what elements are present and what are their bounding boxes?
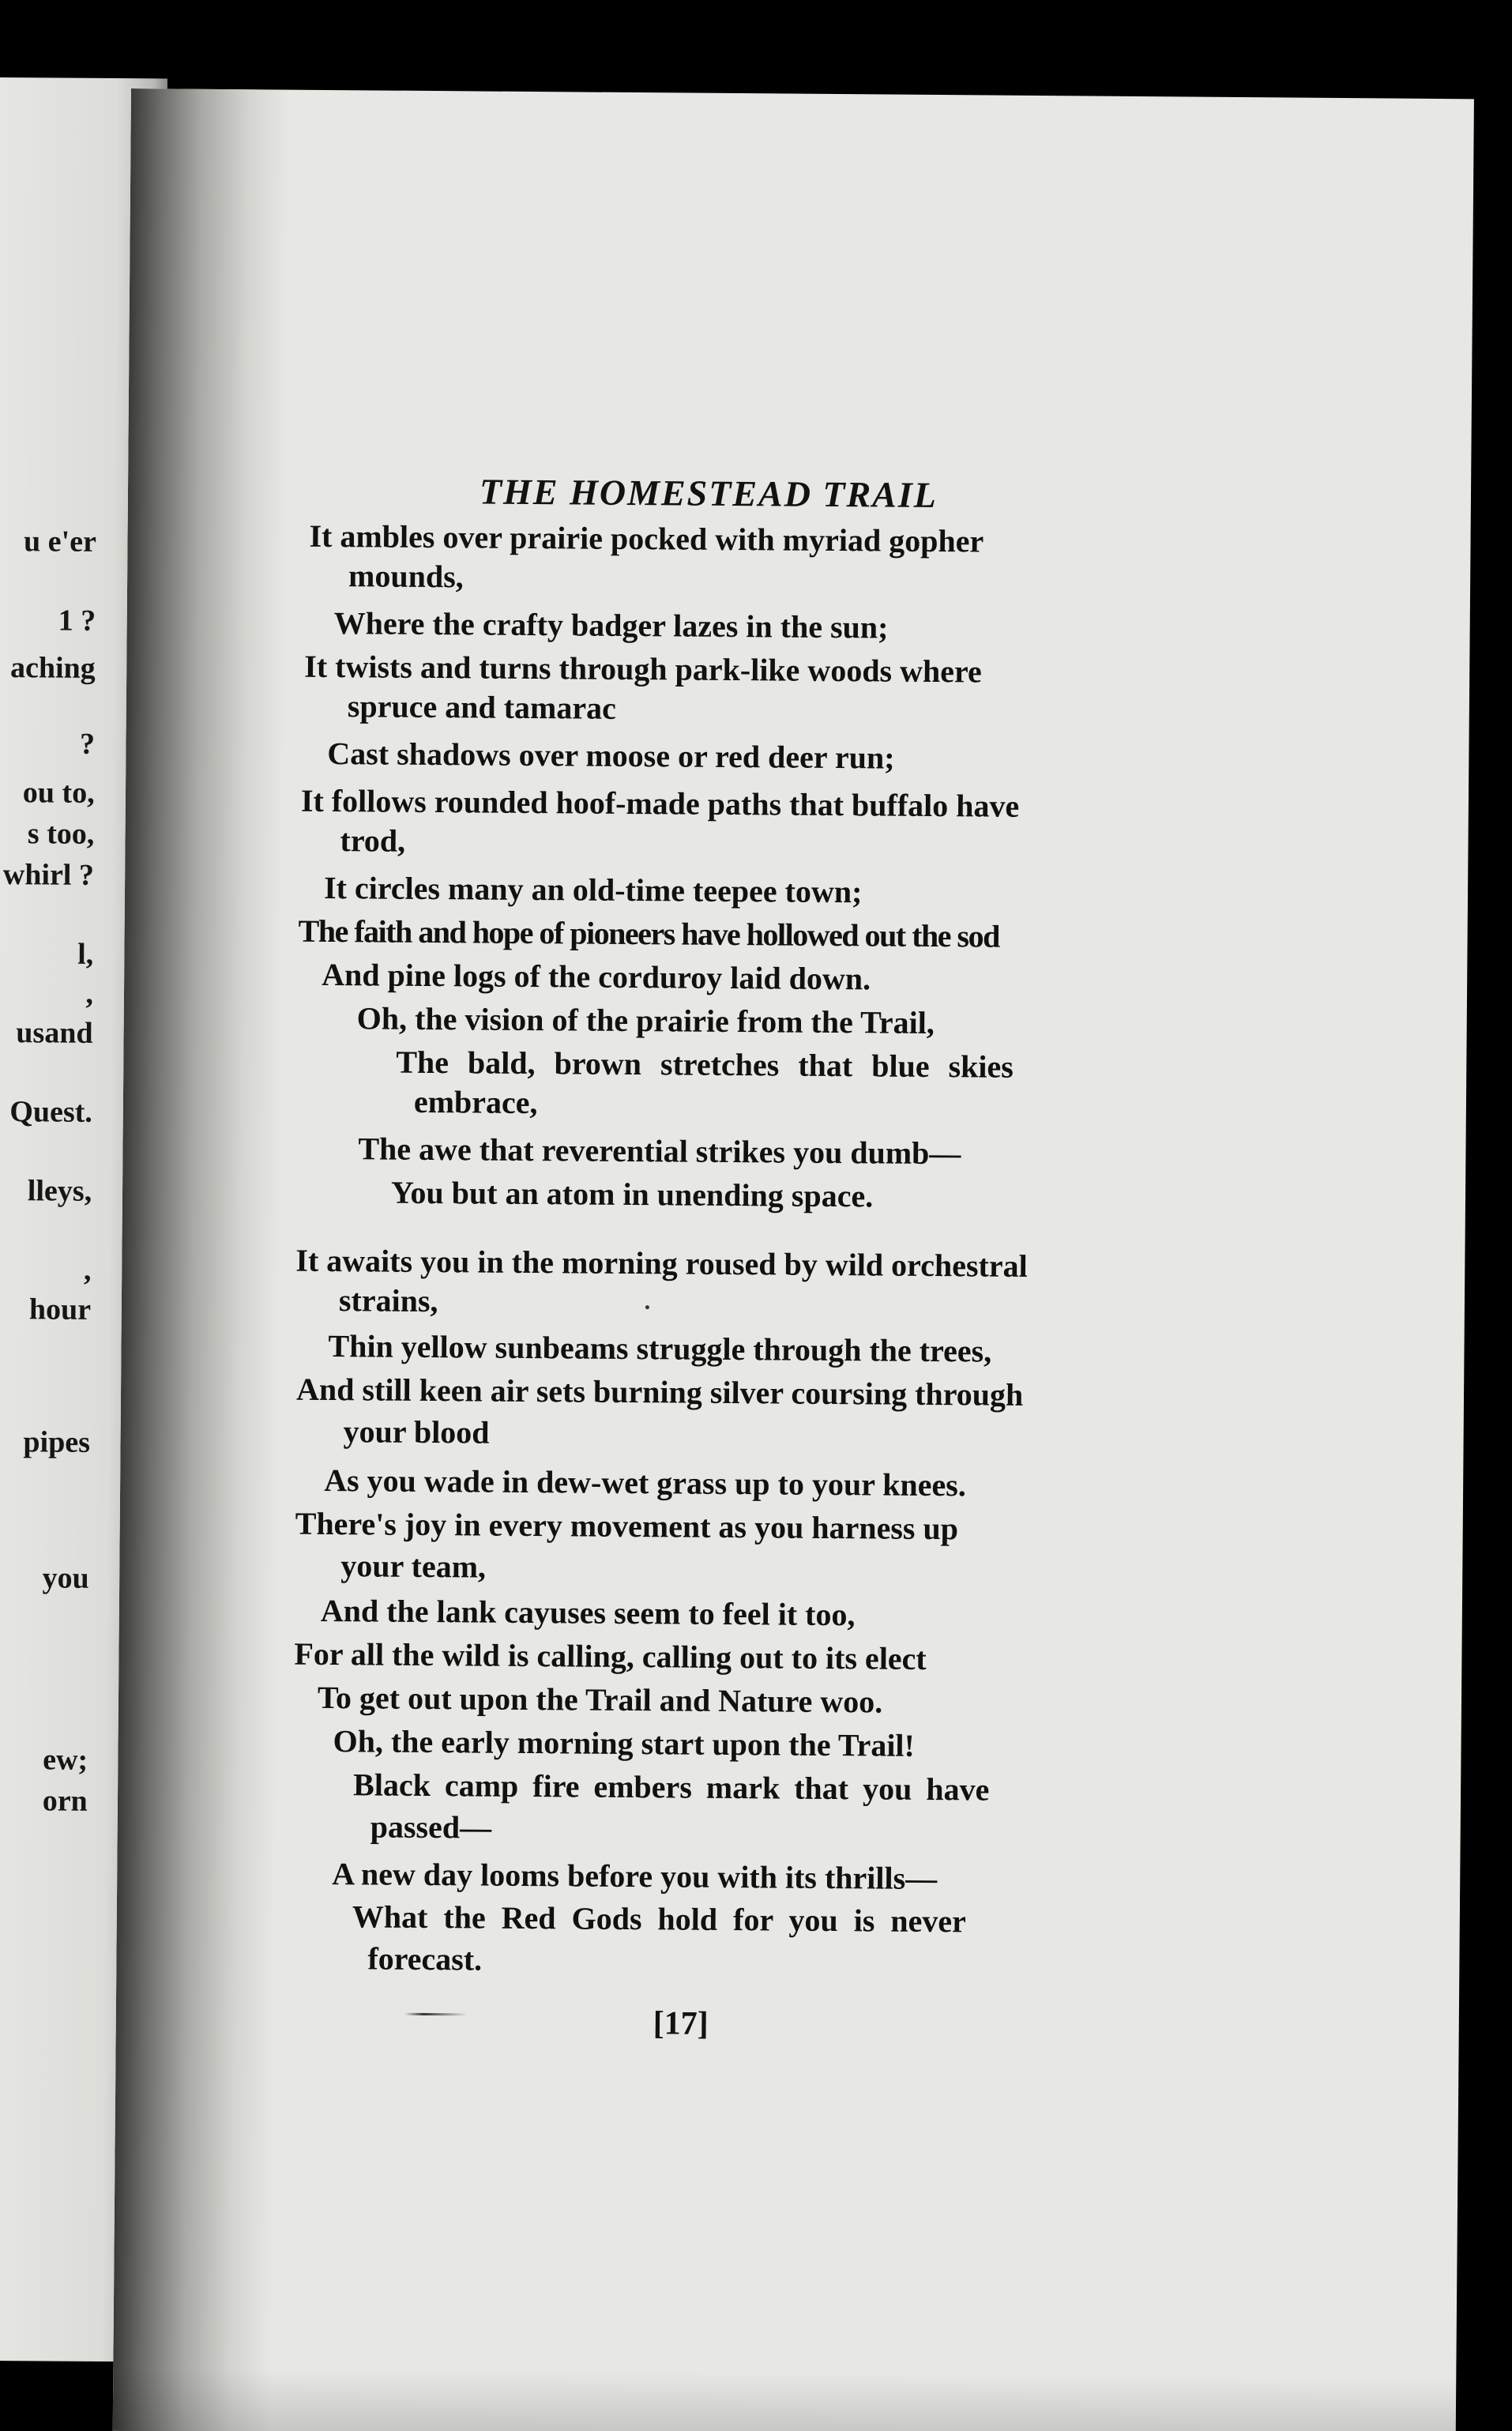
left-page-fragment: lleys,: [27, 1174, 92, 1208]
left-page-fragment: orn: [42, 1784, 88, 1818]
poem-line: And the lank cayuses seem to feel it too,: [320, 1592, 856, 1633]
left-page-fragment: ou to,: [22, 776, 95, 810]
poem-line: spruce and tamarac: [347, 688, 617, 726]
poem-line: Where the crafty badger lazes in the sun;: [333, 605, 889, 645]
poem-line: The faith and hope of pioneers have hollowed out the sod: [298, 913, 1000, 954]
left-page-fragment: u e'er: [23, 525, 97, 559]
left-page-fragment: ew;: [43, 1743, 88, 1777]
left-page-fragment: aching: [9, 651, 96, 685]
poem-line: Black camp fire embers mark that you have: [352, 1767, 990, 1808]
left-page-fragment: ,: [85, 977, 94, 1010]
left-page-fragment: l,: [77, 937, 94, 971]
poem-line: your blood: [343, 1413, 490, 1451]
poem-line: mounds,: [348, 558, 464, 595]
poem-line: Oh, the early morning start upon the Trail!: [333, 1723, 916, 1763]
page-bottom-shadow: [113, 2368, 1457, 2431]
poem-line: It awaits you in the morning roused by wild orchestral: [295, 1242, 1028, 1284]
left-page-fragment: usand: [16, 1016, 93, 1050]
poem-line: Oh, the vision of the prairie from the Trail,: [356, 1000, 935, 1041]
poem-line: forecast.: [367, 1940, 483, 1978]
left-page-fragment: s too,: [27, 817, 95, 851]
poem: [113, 88, 1474, 2431]
right-page: [113, 88, 1474, 2431]
poem-line: strains,: [338, 1282, 438, 1319]
poem-line: As you wade in dew-wet grass up to your knees.: [323, 1462, 966, 1503]
ink-mark: [404, 2013, 468, 2016]
poem-line: It circles many an old-time teepee town;: [323, 869, 863, 910]
poem-line: There's joy in every movement as you harness up: [295, 1505, 959, 1547]
left-page-fragment: whirl ?: [2, 858, 95, 892]
page-number: [17]: [653, 2005, 709, 2042]
poem-line: It follows rounded hoof-made paths that buffalo have: [300, 782, 1020, 824]
poem-line: your team,: [340, 1548, 487, 1585]
left-page-fragment: ,: [83, 1253, 92, 1287]
poem-line: The bald, brown stretches that blue skies: [396, 1044, 1014, 1085]
left-page-fragment: pipes: [23, 1425, 91, 1459]
poem-line: Cast shadows over moose or red deer run;: [327, 735, 895, 776]
left-page-fragment: Quest.: [9, 1095, 93, 1129]
poem-line: What the Red Gods hold for you is never: [352, 1899, 967, 1940]
poem-line: trod,: [340, 822, 406, 859]
poem-line: You but an atom in unending space.: [390, 1174, 874, 1214]
poem-line: And still keen air sets burning silver coursing through: [295, 1371, 1024, 1413]
poem-line: The awe that reverential strikes you dumb—: [358, 1131, 961, 1172]
left-page-fragment: hour: [28, 1293, 92, 1327]
left-page-fragment: ?: [79, 727, 96, 761]
poem-line: To get out upon the Trail and Nature woo.: [317, 1679, 883, 1720]
poem-line: It twists and turns through park-like woods where: [304, 648, 982, 690]
poem-title: THE HOMESTEAD TRAIL: [479, 471, 938, 516]
poem-line: It ambles over prairie pocked with myriad gopher: [309, 517, 984, 559]
poem-line: Thin yellow sunbeams struggle through the trees,: [328, 1328, 992, 1369]
poem-line: And pine logs of the corduroy laid down.: [322, 956, 871, 997]
left-page-fragment: you: [42, 1561, 89, 1595]
left-page-fragment: 1 ?: [58, 604, 96, 638]
ink-speck: [645, 1305, 649, 1309]
poem-line: embrace,: [413, 1083, 538, 1121]
poem-line: A new day looms before you with its thrills—: [332, 1856, 938, 1897]
poem-line: passed—: [370, 1808, 492, 1846]
poem-line: For all the wild is calling, calling out to its elect: [294, 1635, 927, 1676]
